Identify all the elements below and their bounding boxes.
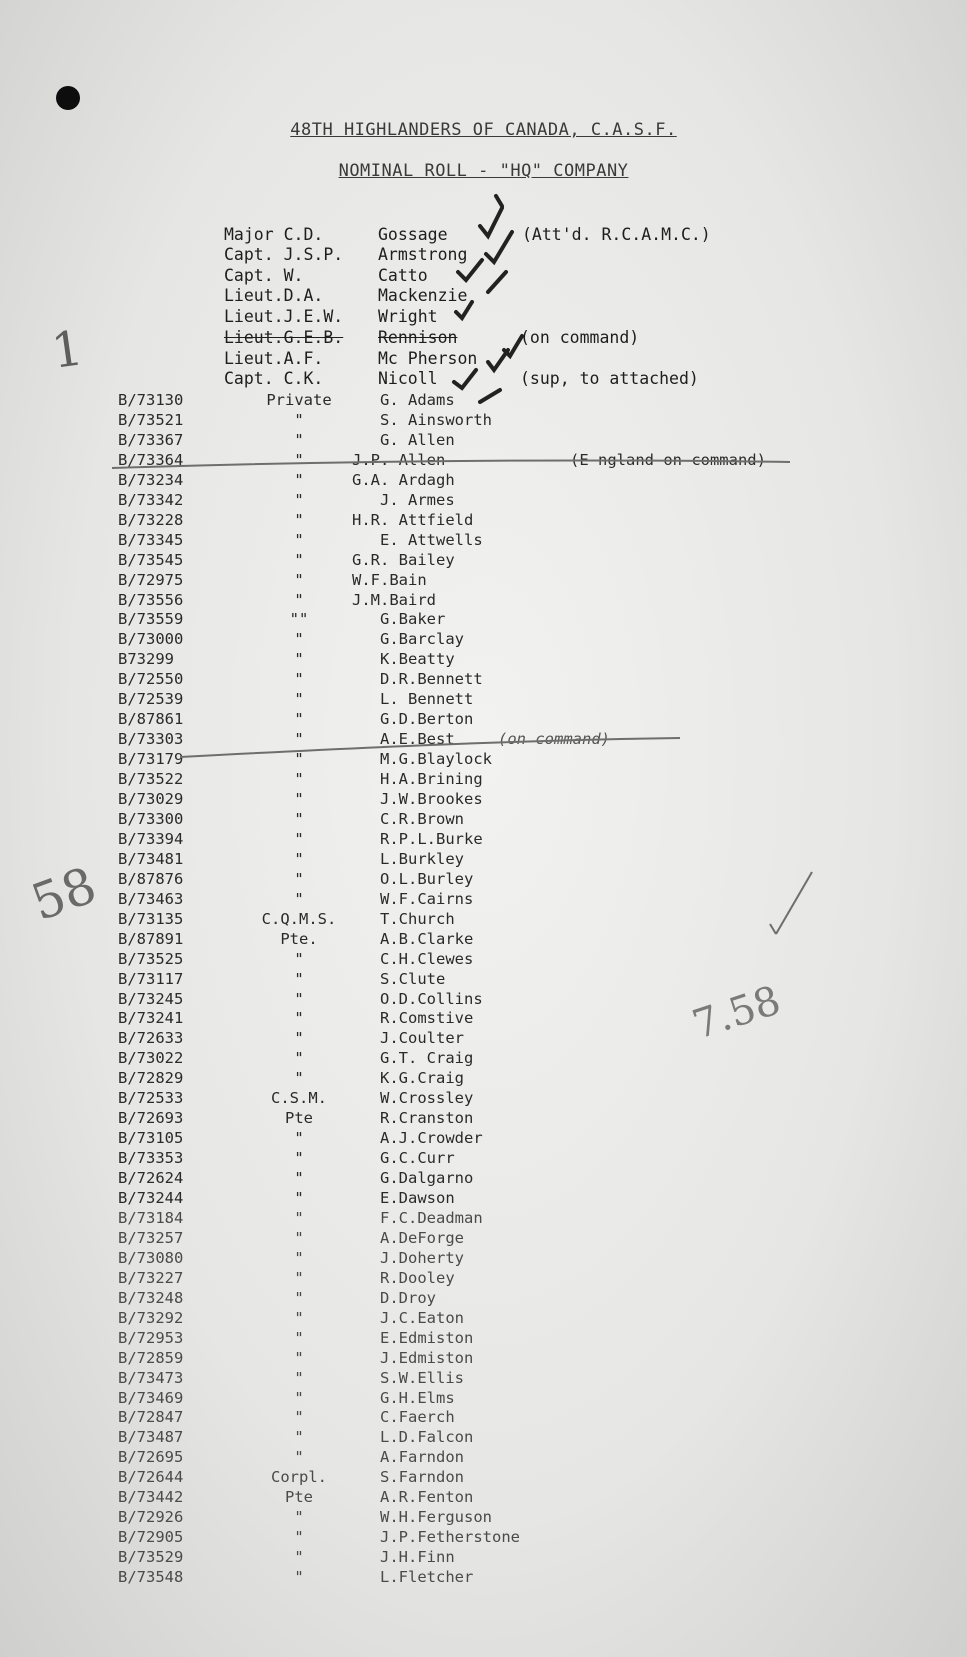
officer-rank: Capt. J.S.P. (224, 245, 344, 264)
roll-row (0, 1408, 967, 1428)
soldier-name: K.Beatty (380, 650, 455, 668)
rank-cell: " (294, 1369, 304, 1387)
roll-row (0, 810, 967, 830)
check-mark-icon (488, 272, 506, 292)
rank-cell: " (294, 970, 304, 988)
service-number: B/73442 (118, 1488, 184, 1506)
roll-row (0, 910, 967, 930)
soldier-name: F.C.Deadman (380, 1209, 483, 1227)
roll-row (0, 1349, 967, 1369)
roll-row (0, 990, 967, 1010)
rank-cell: " (294, 650, 304, 668)
document-subtitle: NOMINAL ROLL - "HQ" COMPANY (338, 161, 629, 181)
rank-cell: " (294, 670, 304, 688)
roll-row (0, 1229, 967, 1249)
roll-row (0, 1488, 967, 1508)
service-number: B/73080 (118, 1249, 184, 1267)
roll-row (0, 511, 967, 531)
service-number: B/73292 (118, 1309, 184, 1327)
officer-row (224, 266, 428, 286)
service-number: B/73000 (118, 630, 184, 648)
service-number: B/73394 (118, 830, 184, 848)
service-number: B/73244 (118, 1189, 184, 1207)
soldier-name: O.D.Collins (380, 990, 483, 1008)
roll-row (0, 690, 967, 710)
roll-row (0, 551, 967, 571)
service-number: B/72624 (118, 1169, 184, 1187)
soldier-name: M.G.Blaylock (380, 750, 492, 768)
rank-cell: C.S.M. (271, 1089, 327, 1107)
service-number: B/72975 (118, 571, 184, 589)
rank-cell: " (294, 1448, 304, 1466)
service-number: B/72644 (118, 1468, 184, 1486)
roll-row (0, 1428, 967, 1448)
officer-row (224, 349, 477, 369)
soldier-name: J.Doherty (380, 1249, 464, 1267)
rank-cell: " (294, 630, 304, 648)
roll-row (0, 571, 967, 591)
service-number: B/73117 (118, 970, 184, 988)
officer-name: Rennison (378, 328, 458, 347)
soldier-name: J. Armes (380, 491, 455, 509)
officer-row (224, 328, 640, 348)
service-number: B/73300 (118, 810, 184, 828)
officer-rank: Lieut.D.A. (224, 286, 324, 305)
service-number: B/72847 (118, 1408, 184, 1426)
rank-cell: " (294, 850, 304, 868)
rank-cell: " (294, 1069, 304, 1087)
rank-cell: " (294, 990, 304, 1008)
service-number: B/73303 (118, 730, 184, 748)
check-mark-icon (486, 232, 512, 262)
soldier-name: S. Ainsworth (380, 411, 492, 429)
service-number: B/73342 (118, 491, 184, 509)
service-number: B/73022 (118, 1049, 184, 1067)
roll-row (0, 1289, 967, 1309)
roll-row (0, 431, 967, 451)
service-number: B/73184 (118, 1209, 184, 1227)
service-number: B/72695 (118, 1448, 184, 1466)
rank-cell: " (294, 571, 304, 589)
rank-cell: " (294, 1428, 304, 1446)
service-number: B/73029 (118, 790, 184, 808)
soldier-name: G.H.Elms (380, 1389, 455, 1407)
soldier-name: A.Farndon (380, 1448, 464, 1466)
soldier-name: O.L.Burley (380, 870, 474, 888)
soldier-name: E. Attwells (380, 531, 483, 549)
roll-row (0, 471, 967, 491)
roll-row (0, 710, 967, 730)
officer-note: (Att'd. R.C.A.M.C.) (522, 225, 711, 244)
soldier-name: G.Baker (380, 610, 446, 628)
rank-cell: " (294, 790, 304, 808)
soldier-name: K.G.Craig (380, 1069, 464, 1087)
soldier-name: R.Dooley (380, 1269, 455, 1287)
officer-row (224, 307, 438, 327)
officer-rank: Major C.D. (224, 225, 324, 244)
soldier-name: S.W.Ellis (380, 1369, 464, 1387)
service-number: B/73545 (118, 551, 184, 569)
service-number: B/72859 (118, 1349, 184, 1367)
rank-cell: C.Q.M.S. (261, 910, 337, 928)
check-mark-icon (480, 208, 502, 236)
roll-row (0, 1049, 967, 1069)
service-number: B/73463 (118, 890, 184, 908)
roll-row (0, 1329, 967, 1349)
rank-cell: " (294, 870, 304, 888)
officer-rank: Lieut.J.E.W. (224, 307, 344, 326)
service-number: B/72926 (118, 1508, 184, 1526)
roll-row (0, 1069, 967, 1089)
roll-row (0, 1269, 967, 1289)
service-number: B/73241 (118, 1009, 184, 1027)
rank-cell: " (294, 1508, 304, 1526)
roll-row (0, 1548, 967, 1568)
roll-row (0, 950, 967, 970)
check-mark-icon (496, 196, 502, 206)
soldier-name: W.H.Ferguson (380, 1508, 492, 1526)
roll-row (0, 1249, 967, 1269)
rank-cell: Private (266, 391, 332, 409)
service-number: B/73529 (118, 1548, 184, 1566)
soldier-name: J.W.Brookes (380, 790, 483, 808)
soldier-name: W.F.Bain (352, 571, 427, 589)
roll-row (0, 491, 967, 511)
service-number: B/72829 (118, 1069, 184, 1087)
roll-row (0, 670, 967, 690)
officer-name: Wright (378, 307, 438, 326)
roll-row (0, 1309, 967, 1329)
service-number: B/72550 (118, 670, 184, 688)
rank-cell: " (294, 1169, 304, 1187)
service-number: B/72533 (118, 1089, 184, 1107)
roll-row (0, 1528, 967, 1548)
service-number: B/73245 (118, 990, 184, 1008)
rank-cell: " (294, 770, 304, 788)
service-number: B/73105 (118, 1129, 184, 1147)
rank-cell: Corpl. (271, 1468, 327, 1486)
soldier-name: E.Edmiston (380, 1329, 474, 1347)
officer-note: (on command) (520, 328, 640, 347)
roll-row (0, 1129, 967, 1149)
roll-row (0, 1089, 967, 1109)
roll-row (0, 850, 967, 870)
soldier-name: G.C.Curr (380, 1149, 455, 1167)
soldier-name: G.Barclay (380, 630, 464, 648)
soldier-name: A.R.Fenton (380, 1488, 474, 1506)
service-number: B/72539 (118, 690, 184, 708)
soldier-name: A.J.Crowder (380, 1129, 483, 1147)
roll-row (0, 1508, 967, 1528)
roll-note: (on command) (498, 730, 610, 748)
soldier-name: T.Church (380, 910, 455, 928)
soldier-name: L.Fletcher (380, 1568, 474, 1586)
rank-cell: " (294, 1189, 304, 1207)
roll-row (0, 1369, 967, 1389)
rank-cell: Pte. (280, 930, 318, 948)
service-number: B/73521 (118, 411, 184, 429)
roll-row (0, 1189, 967, 1209)
officer-rank: Capt. C.K. (224, 369, 324, 388)
rank-cell: " (294, 411, 304, 429)
roll-row (0, 650, 967, 670)
roll-row (0, 531, 967, 551)
roll-row (0, 451, 967, 471)
officer-row (224, 225, 711, 245)
rank-cell: " (294, 1149, 304, 1167)
officer-row (224, 369, 699, 389)
service-number: B/73135 (118, 910, 184, 928)
rank-cell: " (294, 491, 304, 509)
roll-row (0, 630, 967, 650)
rank-cell: " (294, 690, 304, 708)
soldier-name: L.D.Falcon (380, 1428, 474, 1446)
soldier-name: W.Crossley (380, 1089, 474, 1107)
rank-cell: " (294, 1408, 304, 1426)
service-number: B/73522 (118, 770, 184, 788)
soldier-name: J.Coulter (380, 1029, 464, 1047)
rank-cell: " (294, 1049, 304, 1067)
roll-row (0, 1389, 967, 1409)
rank-cell: " (294, 1568, 304, 1586)
rank-cell: " (294, 431, 304, 449)
soldier-name: E.Dawson (380, 1189, 455, 1207)
soldier-name: J.P.Fetherstone (380, 1528, 520, 1546)
soldier-name: J.C.Eaton (380, 1309, 464, 1327)
roll-row (0, 790, 967, 810)
service-number: B/87891 (118, 930, 184, 948)
soldier-name: G.A. Ardagh (352, 471, 455, 489)
soldier-name: G. Adams (380, 391, 455, 409)
service-number: B/73559 (118, 610, 184, 628)
soldier-name: W.F.Cairns (380, 890, 474, 908)
rank-cell: " (294, 710, 304, 728)
rank-cell: " (294, 1548, 304, 1566)
rank-cell: " (294, 591, 304, 609)
service-number: B/87876 (118, 870, 184, 888)
service-number: B/73353 (118, 1149, 184, 1167)
officer-rank: Capt. W. (224, 266, 304, 285)
service-number: B/73227 (118, 1269, 184, 1287)
soldier-name: A.DeForge (380, 1229, 464, 1247)
soldier-name: C.R.Brown (380, 810, 464, 828)
roll-row (0, 870, 967, 890)
service-number: B/73548 (118, 1568, 184, 1586)
roll-row (0, 730, 967, 750)
roll-row (0, 1468, 967, 1488)
officer-rank: Lieut.A.F. (224, 349, 324, 368)
rank-cell: " (294, 1249, 304, 1267)
rank-cell: " (294, 1289, 304, 1307)
service-number: B/73228 (118, 511, 184, 529)
rank-cell: " (294, 950, 304, 968)
rank-cell: " (294, 1389, 304, 1407)
roll-row (0, 591, 967, 611)
rank-cell: " (294, 1309, 304, 1327)
check-mark-icon (488, 350, 508, 370)
rank-cell: " (294, 471, 304, 489)
roll-row (0, 1029, 967, 1049)
officer-name: Mackenzie (378, 286, 468, 305)
soldier-name: L.Burkley (380, 850, 464, 868)
rank-cell: " (294, 511, 304, 529)
roll-row (0, 930, 967, 950)
service-number: B/73257 (118, 1229, 184, 1247)
document-title: 48TH HIGHLANDERS OF CANADA, C.A.S.F. (290, 120, 677, 140)
soldier-name: G.T. Craig (380, 1049, 474, 1067)
rank-cell: " (294, 810, 304, 828)
roll-note: (E ngland on command) (570, 451, 766, 469)
roll-row (0, 1109, 967, 1129)
roll-row (0, 1448, 967, 1468)
roll-row (0, 970, 967, 990)
roll-row (0, 890, 967, 910)
rank-cell: " (294, 531, 304, 549)
officer-name: Armstrong (378, 245, 468, 264)
roll-row (0, 610, 967, 630)
rank-cell: " (294, 890, 304, 908)
soldier-name: L. Bennett (380, 690, 474, 708)
soldier-name: A.E.Best (380, 730, 455, 748)
roll-row (0, 770, 967, 790)
service-number: B/73179 (118, 750, 184, 768)
soldier-name: H.A.Brining (380, 770, 483, 788)
soldier-name: C.H.Clewes (380, 950, 474, 968)
service-number: B/73367 (118, 431, 184, 449)
service-number: B/73234 (118, 471, 184, 489)
service-number: B/73130 (118, 391, 184, 409)
soldier-name: R.P.L.Burke (380, 830, 483, 848)
soldier-name: S.Clute (380, 970, 446, 988)
roll-row (0, 411, 967, 431)
service-number: B/73364 (118, 451, 184, 469)
officer-row (224, 245, 467, 265)
soldier-name: G. Allen (380, 431, 455, 449)
roll-row (0, 1568, 967, 1588)
officer-name: Mc Pherson (378, 349, 478, 368)
rank-cell: " (294, 1349, 304, 1367)
service-number: B/72633 (118, 1029, 184, 1047)
service-number: B/73481 (118, 850, 184, 868)
soldier-name: J.M.Baird (352, 591, 436, 609)
rank-cell: "" (289, 610, 309, 628)
officer-row (224, 286, 467, 306)
service-number: B/73525 (118, 950, 184, 968)
soldier-name: D.R.Bennett (380, 670, 483, 688)
margin-mark-left-top: 1 (48, 320, 87, 380)
officer-note: (sup, to attached) (520, 369, 699, 388)
service-number: B/73248 (118, 1289, 184, 1307)
margin-mark-left-mid: 58 (23, 855, 104, 933)
soldier-name: H.R. Attfield (352, 511, 474, 529)
service-number: B/72905 (118, 1528, 184, 1546)
soldier-name: R.Cranston (380, 1109, 474, 1127)
rank-cell: " (294, 1528, 304, 1546)
service-number: B/73556 (118, 591, 184, 609)
rank-cell: " (294, 1209, 304, 1227)
officer-name: Nicoll (378, 369, 438, 388)
rank-cell: " (294, 1029, 304, 1047)
roll-row (0, 830, 967, 850)
roll-row (0, 1009, 967, 1029)
rank-cell: " (294, 1329, 304, 1347)
margin-mark-right-tally: 7.58 (687, 977, 786, 1049)
soldier-name: D.Droy (380, 1289, 436, 1307)
rank-cell: " (294, 1229, 304, 1247)
service-number: B/87861 (118, 710, 184, 728)
soldier-name: J.P. Allen (352, 451, 446, 469)
soldier-name: J.H.Finn (380, 1548, 455, 1566)
rank-cell: " (294, 1009, 304, 1027)
service-number: B73299 (118, 650, 174, 668)
check-mark-icon (454, 370, 476, 388)
service-number: B/72693 (118, 1109, 184, 1127)
soldier-name: G.Dalgarno (380, 1169, 474, 1187)
service-number: B/73487 (118, 1428, 184, 1446)
roll-row (0, 750, 967, 770)
rank-cell: " (294, 830, 304, 848)
officer-rank: Lieut.G.E.B. (224, 328, 344, 347)
officer-name: Catto (378, 266, 428, 285)
rank-cell: Pte (285, 1488, 313, 1506)
service-number: B/73473 (118, 1369, 184, 1387)
service-number: B/73345 (118, 531, 184, 549)
roll-row (0, 1149, 967, 1169)
service-number: B/73469 (118, 1389, 184, 1407)
soldier-name: J.Edmiston (380, 1349, 474, 1367)
roll-row (0, 1169, 967, 1189)
soldier-name: C.Faerch (380, 1408, 455, 1426)
rank-cell: " (294, 1129, 304, 1147)
soldier-name: G.R. Bailey (352, 551, 455, 569)
soldier-name: S.Farndon (380, 1468, 464, 1486)
rank-cell: Pte (285, 1109, 313, 1127)
soldier-name: A.B.Clarke (380, 930, 474, 948)
punch-hole (56, 86, 80, 110)
rank-cell: " (294, 750, 304, 768)
soldier-name: R.Comstive (380, 1009, 474, 1027)
roll-row (0, 391, 967, 411)
rank-cell: " (294, 551, 304, 569)
rank-cell: " (294, 1269, 304, 1287)
service-number: B/72953 (118, 1329, 184, 1347)
rank-cell: " (294, 451, 304, 469)
rank-cell: " (294, 730, 304, 748)
roll-row (0, 1209, 967, 1229)
officer-name: Gossage (378, 225, 448, 244)
soldier-name: G.D.Berton (380, 710, 474, 728)
